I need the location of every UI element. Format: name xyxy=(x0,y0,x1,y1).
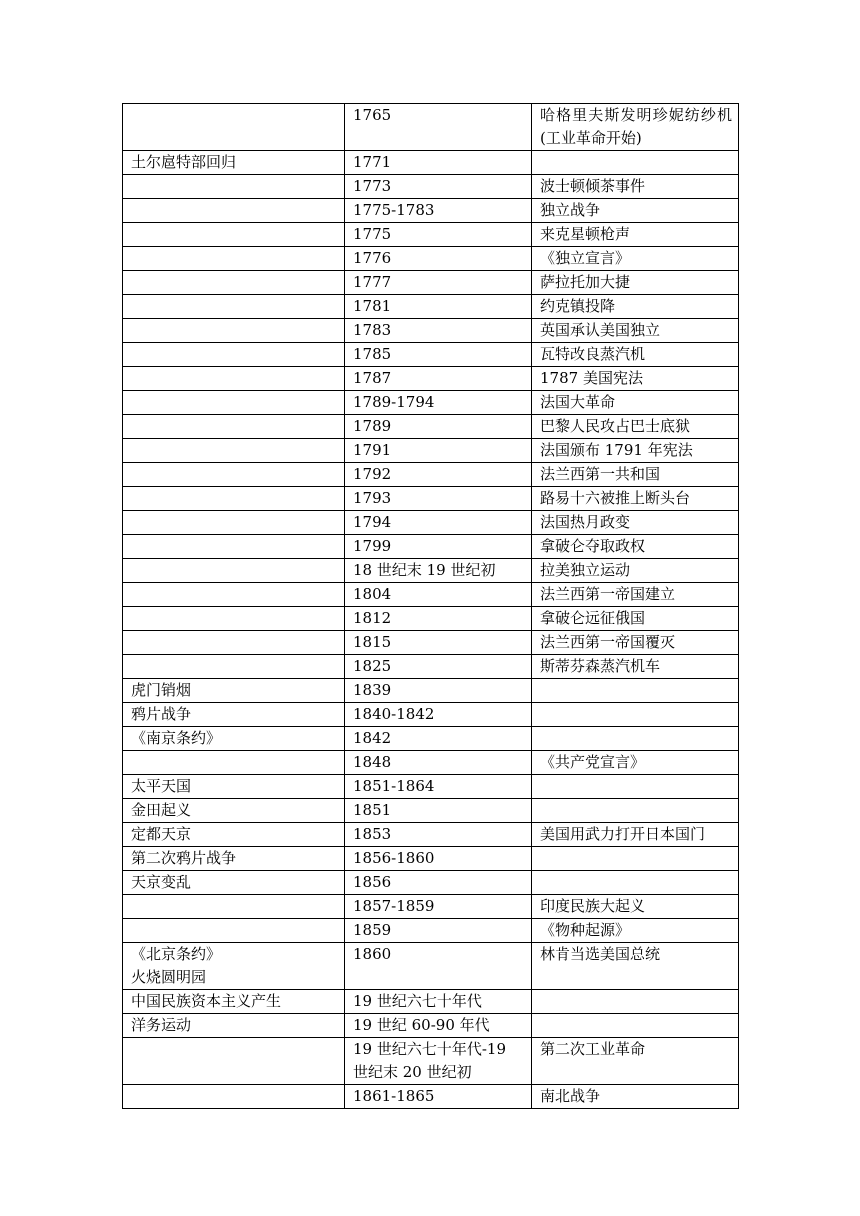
china-event-cell xyxy=(123,703,345,727)
china-event-cell xyxy=(123,511,345,535)
year-cell-text: 1851-1864 xyxy=(353,777,435,795)
china-event-cell xyxy=(123,631,345,655)
world-event-cell xyxy=(532,751,739,775)
world-event-cell xyxy=(532,535,739,559)
year-cell-text: 1851 xyxy=(353,801,392,819)
china-event-cell xyxy=(123,391,345,415)
year-cell xyxy=(345,319,532,343)
year-cell xyxy=(345,895,532,919)
table-row xyxy=(123,151,739,175)
world-event-cell-text: 法兰西第一帝国覆灭 xyxy=(540,633,676,651)
year-cell-text: 1842 xyxy=(353,729,392,747)
china-event-cell-text: 第二次鸦片战争 xyxy=(131,849,237,867)
world-event-cell-text: 第二次工业革命 xyxy=(540,1040,646,1058)
world-event-cell xyxy=(532,1014,739,1038)
world-event-cell xyxy=(532,919,739,943)
table-row xyxy=(123,990,739,1014)
table-row xyxy=(123,439,739,463)
year-cell xyxy=(345,295,532,319)
china-event-cell xyxy=(123,607,345,631)
china-event-cell-text: 中国民族资本主义产生 xyxy=(131,992,282,1010)
table-row xyxy=(123,871,739,895)
world-event-cell xyxy=(532,847,739,871)
year-cell-text: 1785 xyxy=(353,345,392,363)
world-event-cell-text: 美国用武力打开日本国门 xyxy=(540,825,706,843)
document-page xyxy=(122,103,738,1109)
table-row xyxy=(123,1085,739,1109)
world-event-cell xyxy=(532,319,739,343)
china-event-cell xyxy=(123,895,345,919)
year-cell xyxy=(345,823,532,847)
world-event-cell-text: 路易十六被推上断头台 xyxy=(540,489,691,507)
china-event-cell-text: 《北京条约》 火烧圆明园 xyxy=(131,945,222,986)
table-row xyxy=(123,631,739,655)
table-row xyxy=(123,511,739,535)
table-row xyxy=(123,487,739,511)
year-cell xyxy=(345,199,532,223)
china-event-cell xyxy=(123,175,345,199)
world-event-cell xyxy=(532,631,739,655)
world-event-cell xyxy=(532,511,739,535)
china-event-cell xyxy=(123,319,345,343)
year-cell xyxy=(345,415,532,439)
table-row xyxy=(123,943,739,990)
year-cell-text: 1815 xyxy=(353,633,392,651)
year-cell-text: 1793 xyxy=(353,489,392,507)
year-cell-text: 1789-1794 xyxy=(353,393,435,411)
world-event-cell xyxy=(532,703,739,727)
world-event-cell-text: 波士顿倾茶事件 xyxy=(540,177,646,195)
world-event-cell xyxy=(532,823,739,847)
table-row xyxy=(123,895,739,919)
world-event-cell-text: 拉美独立运动 xyxy=(540,561,631,579)
year-cell-text: 1781 xyxy=(353,297,392,315)
table-row xyxy=(123,319,739,343)
timeline-table-body xyxy=(123,104,739,1109)
world-event-cell-text: 印度民族大起义 xyxy=(540,897,646,915)
year-cell xyxy=(345,799,532,823)
china-event-cell xyxy=(123,487,345,511)
year-cell xyxy=(345,583,532,607)
table-row xyxy=(123,703,739,727)
table-row xyxy=(123,799,739,823)
world-event-cell xyxy=(532,775,739,799)
world-event-cell xyxy=(532,175,739,199)
china-event-cell xyxy=(123,271,345,295)
history-timeline-table xyxy=(122,103,739,1109)
year-cell-text: 1787 xyxy=(353,369,392,387)
year-cell xyxy=(345,751,532,775)
china-event-cell xyxy=(123,104,345,151)
world-event-cell xyxy=(532,391,739,415)
world-event-cell xyxy=(532,990,739,1014)
year-cell-text: 1783 xyxy=(353,321,392,339)
china-event-cell xyxy=(123,727,345,751)
table-row xyxy=(123,343,739,367)
china-event-cell-text: 洋务运动 xyxy=(131,1016,192,1034)
world-event-cell xyxy=(532,367,739,391)
table-row xyxy=(123,559,739,583)
year-cell-text: 1856-1860 xyxy=(353,849,435,867)
china-event-cell xyxy=(123,559,345,583)
world-event-cell-text: 斯蒂芬森蒸汽机车 xyxy=(540,657,661,675)
china-event-cell xyxy=(123,1085,345,1109)
world-event-cell-text: 法兰西第一帝国建立 xyxy=(540,585,676,603)
year-cell-text: 1825 xyxy=(353,657,392,675)
year-cell-text: 19 世纪六七十年代-19 世纪末 20 世纪初 xyxy=(353,1040,507,1081)
year-cell-text: 19 世纪六七十年代 xyxy=(353,992,482,1010)
world-event-cell-text: 约克镇投降 xyxy=(540,297,616,315)
china-event-cell xyxy=(123,1038,345,1085)
table-row xyxy=(123,223,739,247)
world-event-cell xyxy=(532,1038,739,1085)
year-cell xyxy=(345,487,532,511)
table-row xyxy=(123,751,739,775)
china-event-cell xyxy=(123,871,345,895)
world-event-cell-text: 1787 美国宪法 xyxy=(540,369,643,387)
world-event-cell xyxy=(532,895,739,919)
year-cell xyxy=(345,871,532,895)
china-event-cell xyxy=(123,943,345,990)
table-row xyxy=(123,847,739,871)
year-cell-text: 1812 xyxy=(353,609,392,627)
table-row xyxy=(123,391,739,415)
table-row xyxy=(123,367,739,391)
year-cell xyxy=(345,535,532,559)
world-event-cell xyxy=(532,343,739,367)
year-cell xyxy=(345,631,532,655)
year-cell xyxy=(345,343,532,367)
year-cell-text: 1777 xyxy=(353,273,392,291)
year-cell xyxy=(345,151,532,175)
world-event-cell xyxy=(532,583,739,607)
china-event-cell xyxy=(123,199,345,223)
world-event-cell-text: 来克星顿枪声 xyxy=(540,225,631,243)
table-row xyxy=(123,727,739,751)
table-row xyxy=(123,104,739,151)
china-event-cell xyxy=(123,535,345,559)
year-cell-text: 1859 xyxy=(353,921,392,939)
year-cell-text: 1794 xyxy=(353,513,392,531)
world-event-cell-text: 拿破仑远征俄国 xyxy=(540,609,646,627)
china-event-cell-text: 虎门销烟 xyxy=(131,681,192,699)
year-cell xyxy=(345,607,532,631)
world-event-cell xyxy=(532,871,739,895)
world-event-cell-text: 法国颁布 1791 年宪法 xyxy=(540,441,693,459)
year-cell xyxy=(345,511,532,535)
year-cell xyxy=(345,847,532,871)
china-event-cell-text: 《南京条约》 xyxy=(131,729,222,747)
year-cell-text: 1857-1859 xyxy=(353,897,435,915)
year-cell-text: 1791 xyxy=(353,441,392,459)
year-cell xyxy=(345,919,532,943)
china-event-cell xyxy=(123,823,345,847)
year-cell xyxy=(345,775,532,799)
year-cell-text: 19 世纪 60-90 年代 xyxy=(353,1016,490,1034)
world-event-cell xyxy=(532,271,739,295)
table-row xyxy=(123,775,739,799)
china-event-cell xyxy=(123,415,345,439)
china-event-cell xyxy=(123,1014,345,1038)
table-row xyxy=(123,295,739,319)
year-cell xyxy=(345,703,532,727)
world-event-cell xyxy=(532,799,739,823)
year-cell xyxy=(345,391,532,415)
china-event-cell xyxy=(123,343,345,367)
world-event-cell xyxy=(532,487,739,511)
year-cell xyxy=(345,463,532,487)
year-cell-text: 1853 xyxy=(353,825,392,843)
table-row xyxy=(123,199,739,223)
china-event-cell-text: 土尔扈特部回归 xyxy=(131,153,237,171)
year-cell xyxy=(345,943,532,990)
world-event-cell-text: 瓦特改良蒸汽机 xyxy=(540,345,646,363)
year-cell-text: 1856 xyxy=(353,873,392,891)
china-event-cell xyxy=(123,775,345,799)
china-event-cell-text: 鸦片战争 xyxy=(131,705,192,723)
world-event-cell-text: 拿破仑夺取政权 xyxy=(540,537,646,555)
world-event-cell xyxy=(532,559,739,583)
china-event-cell xyxy=(123,799,345,823)
world-event-cell xyxy=(532,439,739,463)
table-row xyxy=(123,247,739,271)
table-row xyxy=(123,271,739,295)
world-event-cell-text: 法国大革命 xyxy=(540,393,616,411)
year-cell-text: 1775-1783 xyxy=(353,201,435,219)
year-cell-text: 1789 xyxy=(353,417,392,435)
year-cell-text: 1861-1865 xyxy=(353,1087,435,1105)
china-event-cell xyxy=(123,679,345,703)
china-event-cell xyxy=(123,367,345,391)
world-event-cell-text: 巴黎人民攻占巴士底狱 xyxy=(540,417,691,435)
year-cell-text: 1804 xyxy=(353,585,392,603)
china-event-cell xyxy=(123,919,345,943)
world-event-cell-text: 独立战争 xyxy=(540,201,601,219)
china-event-cell-text: 太平天国 xyxy=(131,777,192,795)
table-row xyxy=(123,679,739,703)
world-event-cell xyxy=(532,463,739,487)
table-row xyxy=(123,463,739,487)
world-event-cell-text: 《共产党宣言》 xyxy=(540,753,646,771)
table-row xyxy=(123,535,739,559)
china-event-cell-text: 天京变乱 xyxy=(131,873,192,891)
year-cell xyxy=(345,439,532,463)
year-cell xyxy=(345,655,532,679)
china-event-cell xyxy=(123,439,345,463)
table-row xyxy=(123,1038,739,1085)
table-row xyxy=(123,415,739,439)
year-cell xyxy=(345,727,532,751)
year-cell xyxy=(345,559,532,583)
table-row xyxy=(123,583,739,607)
world-event-cell-text: 法兰西第一共和国 xyxy=(540,465,661,483)
year-cell-text: 1860 xyxy=(353,945,392,963)
year-cell xyxy=(345,367,532,391)
world-event-cell-text: 南北战争 xyxy=(540,1087,601,1105)
year-cell xyxy=(345,247,532,271)
table-row xyxy=(123,655,739,679)
china-event-cell-text: 定都天京 xyxy=(131,825,192,843)
year-cell xyxy=(345,175,532,199)
world-event-cell-text: 《物种起源》 xyxy=(540,921,631,939)
year-cell xyxy=(345,223,532,247)
year-cell-text: 1839 xyxy=(353,681,392,699)
china-event-cell xyxy=(123,655,345,679)
world-event-cell xyxy=(532,607,739,631)
world-event-cell xyxy=(532,1085,739,1109)
world-event-cell xyxy=(532,247,739,271)
china-event-cell xyxy=(123,751,345,775)
world-event-cell-text: 林肯当选美国总统 xyxy=(540,945,661,963)
year-cell-text: 1840-1842 xyxy=(353,705,435,723)
year-cell-text: 1775 xyxy=(353,225,392,243)
world-event-cell xyxy=(532,943,739,990)
world-event-cell xyxy=(532,199,739,223)
table-row xyxy=(123,919,739,943)
year-cell-text: 18 世纪末 19 世纪初 xyxy=(353,561,496,579)
world-event-cell xyxy=(532,104,739,151)
table-row xyxy=(123,175,739,199)
world-event-cell xyxy=(532,223,739,247)
year-cell xyxy=(345,1038,532,1085)
world-event-cell-text: 《独立宣言》 xyxy=(540,249,631,267)
world-event-cell xyxy=(532,727,739,751)
china-event-cell xyxy=(123,247,345,271)
china-event-cell xyxy=(123,847,345,871)
table-row xyxy=(123,1014,739,1038)
year-cell-text: 1776 xyxy=(353,249,392,267)
world-event-cell-text: 哈格里夫斯发明珍妮纺纱机(工业革命开始) xyxy=(540,106,732,147)
year-cell-text: 1848 xyxy=(353,753,392,771)
china-event-cell-text: 金田起义 xyxy=(131,801,192,819)
china-event-cell xyxy=(123,463,345,487)
table-row xyxy=(123,823,739,847)
table-row xyxy=(123,607,739,631)
china-event-cell xyxy=(123,295,345,319)
world-event-cell-text: 萨拉托加大捷 xyxy=(540,273,631,291)
year-cell xyxy=(345,1085,532,1109)
year-cell-text: 1773 xyxy=(353,177,392,195)
china-event-cell xyxy=(123,223,345,247)
world-event-cell xyxy=(532,679,739,703)
world-event-cell xyxy=(532,415,739,439)
year-cell-text: 1792 xyxy=(353,465,392,483)
year-cell xyxy=(345,104,532,151)
world-event-cell xyxy=(532,295,739,319)
year-cell xyxy=(345,990,532,1014)
year-cell-text: 1799 xyxy=(353,537,392,555)
year-cell xyxy=(345,1014,532,1038)
china-event-cell xyxy=(123,990,345,1014)
year-cell xyxy=(345,271,532,295)
year-cell xyxy=(345,679,532,703)
china-event-cell xyxy=(123,151,345,175)
year-cell-text: 1771 xyxy=(353,153,392,171)
world-event-cell xyxy=(532,655,739,679)
china-event-cell xyxy=(123,583,345,607)
world-event-cell xyxy=(532,151,739,175)
world-event-cell-text: 英国承认美国独立 xyxy=(540,321,661,339)
year-cell-text: 1765 xyxy=(353,106,392,124)
world-event-cell-text: 法国热月政变 xyxy=(540,513,631,531)
